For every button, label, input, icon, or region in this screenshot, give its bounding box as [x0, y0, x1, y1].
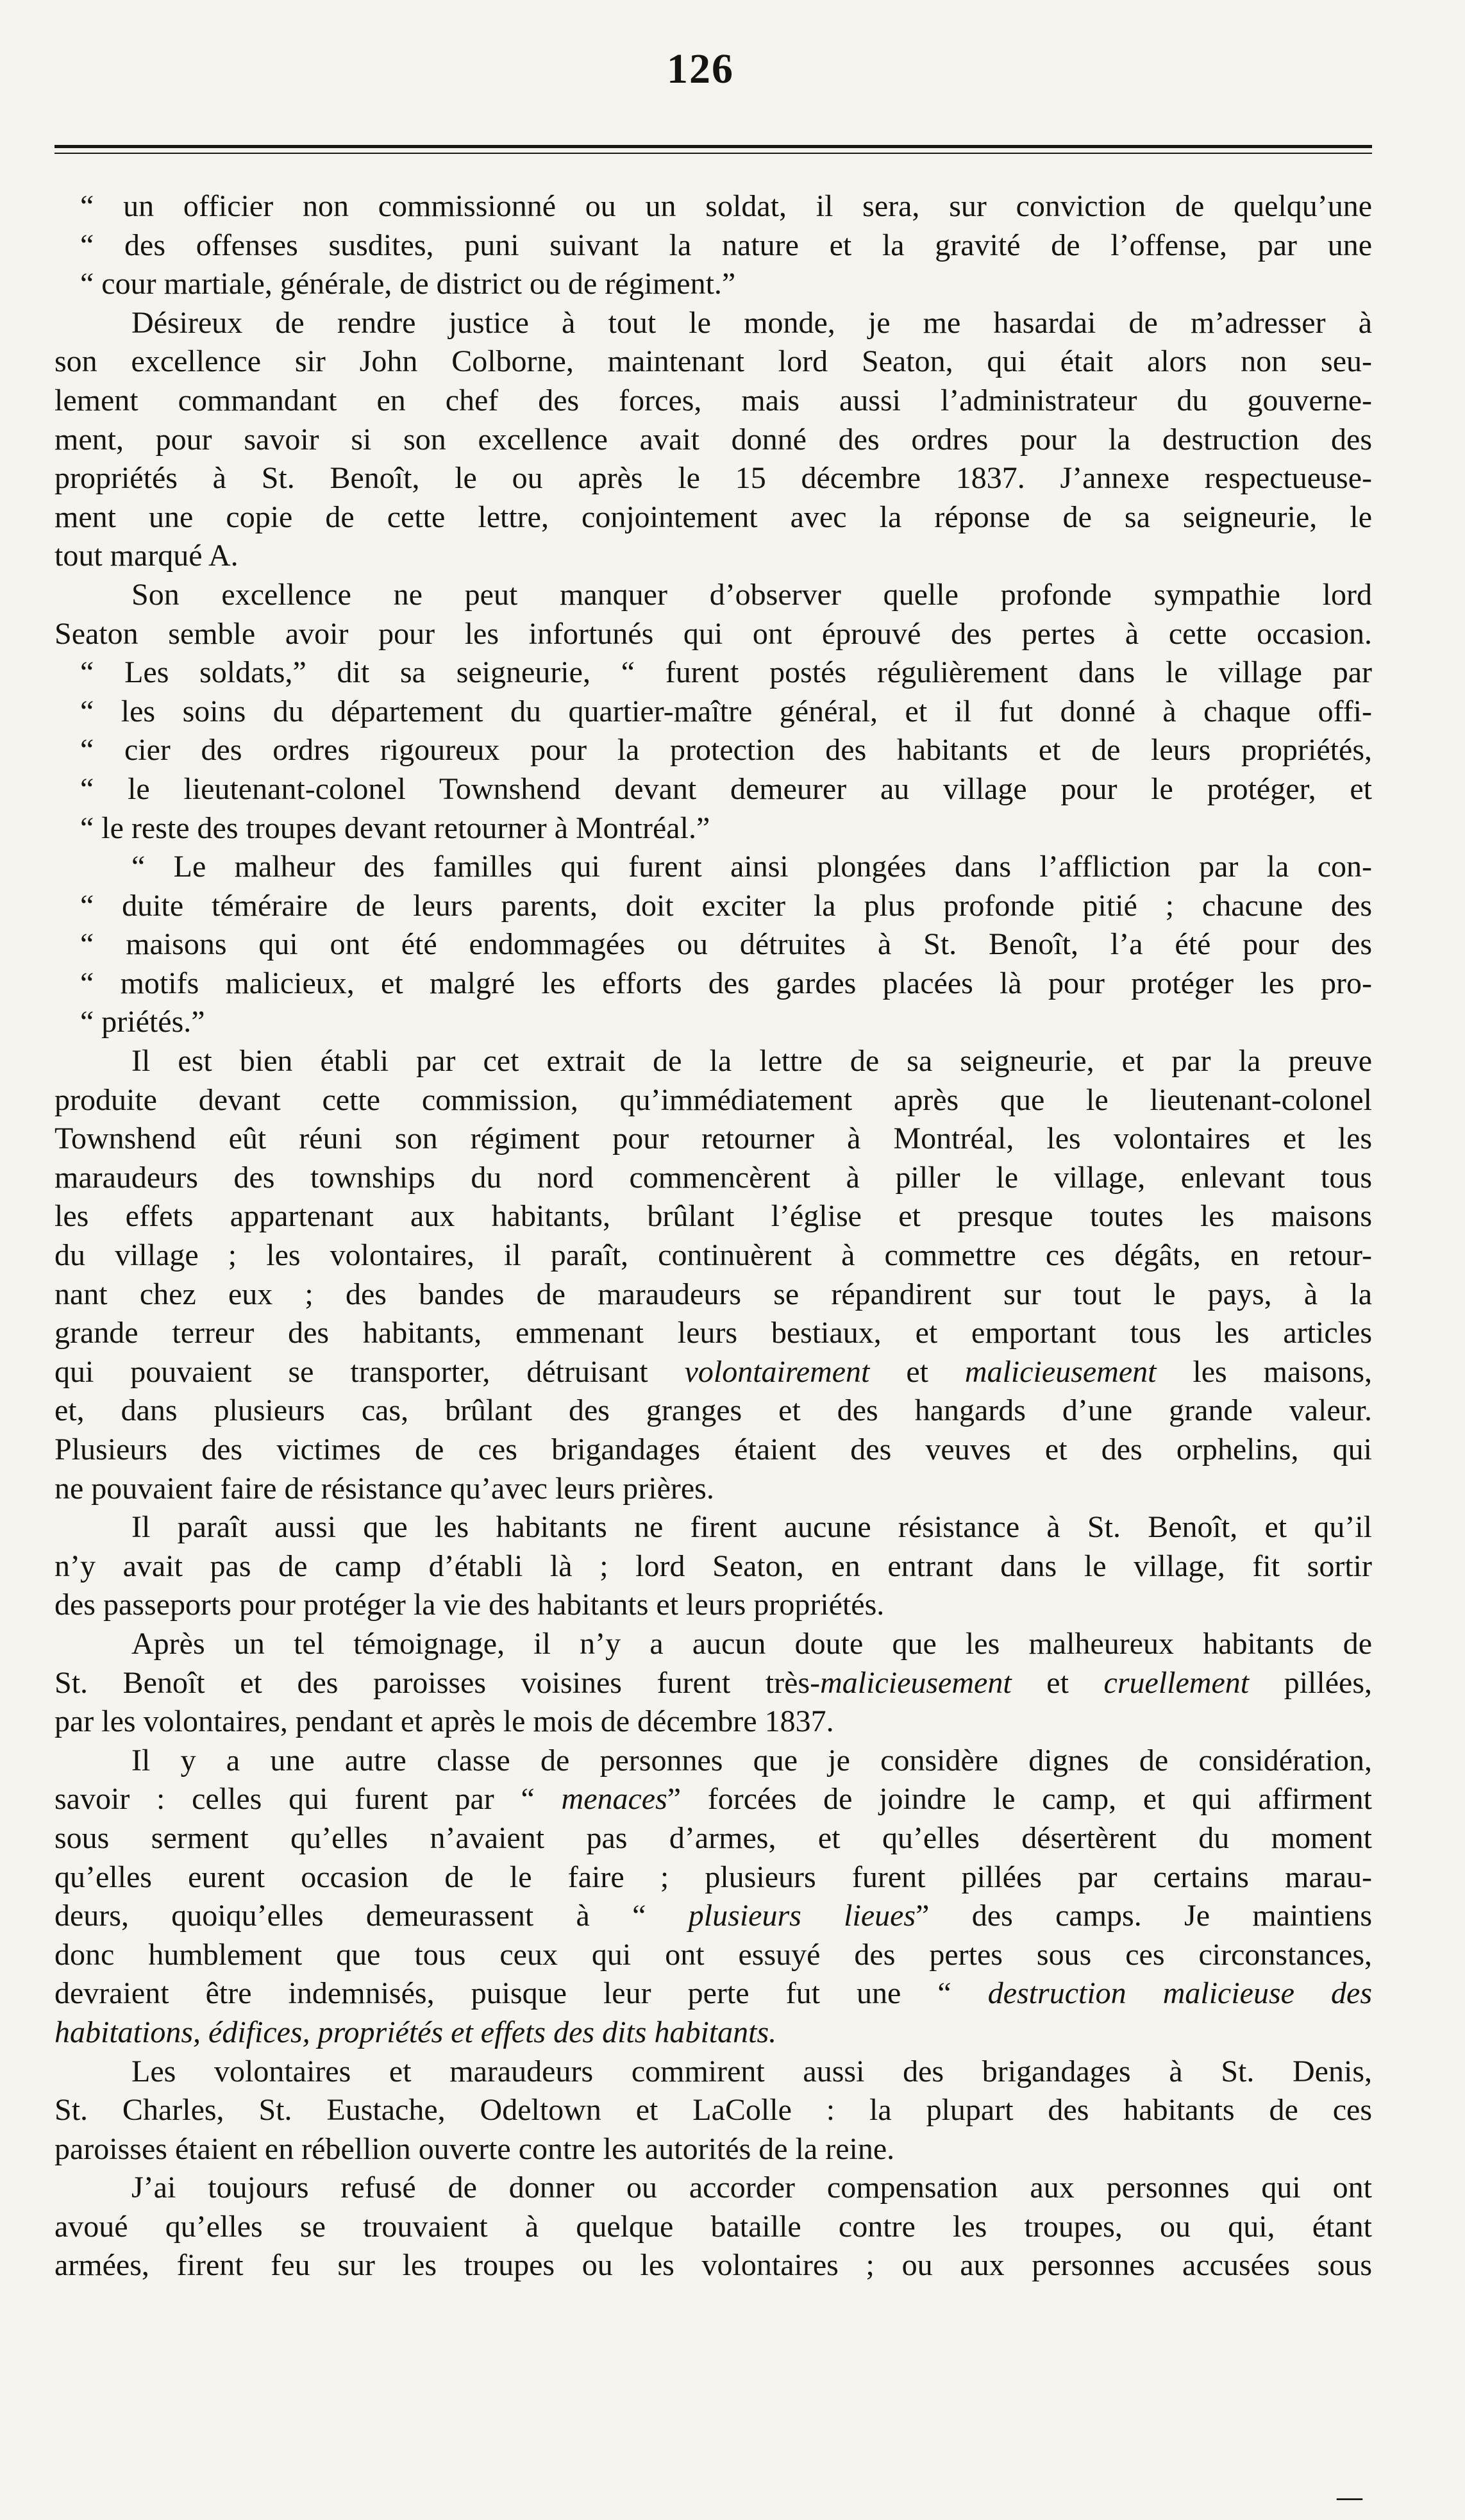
text-line: Seaton semble avoir pour les infortunés qui ont éprouvé des pertes à cette occasion. [54, 616, 1372, 651]
text-line: “ priétés.” [80, 1005, 205, 1039]
text-line: deurs, quoiqu’elles demeurassent à “ plusieurs lieues” des camps. Je maintiens [54, 1899, 1373, 1933]
text-line: savoir : celles qui furent par “ menaces” forcées de joindre le camp, et qui affirment [54, 1782, 1372, 1817]
text-line: “ un officier non commissionné ou un soldat, il sera, sur conviction de quelqu’une [80, 189, 1372, 223]
text-line: “ Le malheur des familles qui furent ainsi plongées dans l’affliction par la con- [131, 850, 1372, 884]
text-line: “ Les soldats,” dit sa seigneurie, “ furent postés régulièrement dans le village par [80, 655, 1372, 690]
text-line: “ maisons qui ont été endommagées ou détruites à St. Benoît, l’a été pour des [80, 927, 1372, 962]
text-line: donc humblement que tous ceux qui ont essuyé des pertes sous ces circonstances, [54, 1937, 1372, 1972]
text-line: armées, firent feu sur les troupes ou les volontaires ; ou aux personnes accusées sous [54, 2248, 1372, 2283]
text-line: “ motifs malicieux, et malgré les efforts des gardes placées là pour protéger les pro- [80, 966, 1372, 1000]
text-line: son excellence sir John Colborne, maintenant lord Seaton, qui était alors non seu- [54, 344, 1372, 379]
text-line: qui pouvaient se transporter, détruisant volontairement et malicieusement les maisons, [54, 1354, 1373, 1389]
text-line: avoué qu’elles se trouvaient à quelque bataille contre les troupes, ou qui, étant [54, 2209, 1372, 2244]
page-number: 126 [667, 46, 734, 92]
text-line: du village ; les volontaires, il paraît, continuèrent à commettre ces dégâts, en retour- [54, 1238, 1372, 1273]
text-line: St. Charles, St. Eustache, Odeltown et LaColle : la plupart des habitants de ces [54, 2093, 1372, 2128]
text-line: Il paraît aussi que les habitants ne firent aucune résistance à St. Benoît, et qu’il [131, 1510, 1372, 1545]
text-line: ne pouvaient faire de résistance qu’avec leurs prières. [54, 1471, 714, 1506]
text-line: “ le reste des troupes devant retourner à Montréal.” [80, 811, 710, 845]
text-line: propriétés à St. Benoît, le ou après le 15 décembre 1837. J’annexe respectueuse- [54, 461, 1372, 496]
text-line: ment une copie de cette lettre, conjointement avec la réponse de sa seigneurie, le [54, 500, 1372, 534]
text-line: Après un tel témoignage, il n’y a aucun doute que les malheureux habitants de [131, 1626, 1372, 1661]
text-line: Il y a une autre classe de personnes que je considère dignes de considération, [131, 1743, 1372, 1777]
text-line: sous serment qu’elles n’avaient pas d’armes, et qu’elles désertèrent du moment [54, 1820, 1372, 1855]
text-line: J’ai toujours refusé de donner ou accorder compensation aux personnes qui ont [131, 2171, 1372, 2205]
text-line: ment, pour savoir si son excellence avait donné des ordres pour la destruction des [54, 422, 1372, 457]
text-line: Les volontaires et maraudeurs commirent aussi des brigandages à St. Denis, [131, 2054, 1372, 2088]
text-line: Il est bien établi par cet extrait de la lettre de sa seigneurie, et par la preuve [131, 1044, 1372, 1079]
text-line: St. Benoît et des paroisses voisines furent très-malicieusement et cruellement pillées, [54, 1665, 1373, 1700]
text-line: Townshend eût réuni son régiment pour retourner à Montréal, les volontaires et les [54, 1121, 1372, 1156]
header-rule-thin [54, 153, 1372, 154]
text-line: et, dans plusieurs cas, brûlant des granges et des hangards d’une grande valeur. [54, 1393, 1372, 1428]
text-line: habitations, édifices, propriétés et effets des dits habitants. [54, 2015, 777, 2049]
text-line: Désireux de rendre justice à tout le monde, je me hasardai de m’adresser à [131, 305, 1372, 340]
text-line: grande terreur des habitants, emmenant leurs bestiaux, et emportant tous les articles [54, 1316, 1372, 1350]
text-line: “ duite téméraire de leurs parents, doit exciter la plus profonde pitié ; chacune des [80, 888, 1372, 923]
text-line: produite devant cette commission, qu’immédiatement après que le lieutenant-colonel [54, 1082, 1372, 1117]
end-mark: — [1337, 2482, 1362, 2511]
text-line: “ les soins du département du quartier-maître général, et il fut donné à chaque offi- [80, 694, 1372, 728]
text-line: nant chez eux ; des bandes de maraudeurs se répandirent sur tout le pays, à la [54, 1277, 1372, 1311]
text-line: devraient être indemnisés, puisque leur perte fut une “ destruction malicieuse des [54, 1976, 1373, 2011]
text-line: des passeports pour protéger la vie des habitants et leurs propriétés. [54, 1588, 885, 1622]
text-line: “ le lieutenant-colonel Townshend devant demeurer au village pour le protéger, et [80, 771, 1372, 806]
text-line: “ des offenses susdites, puni suivant la nature et la gravité de l’offense, par une [80, 228, 1372, 262]
text-line: les effets appartenant aux habitants, brûlant l’église et presque toutes les maisons [54, 1199, 1372, 1234]
text-line: Plusieurs des victimes de ces brigandages étaient des veuves et des orphelins, qui [54, 1432, 1372, 1466]
text-line: “ cour martiale, générale, de district ou de régiment.” [80, 267, 736, 301]
text-line: qu’elles eurent occasion de le faire ; plusieurs furent pillées par certains marau- [54, 1860, 1372, 1894]
text-line: lement commandant en chef des forces, mais aussi l’administrateur du gouverne- [54, 383, 1372, 417]
text-line: “ cier des ordres rigoureux pour la protection des habitants et de leurs propriétés, [80, 733, 1372, 768]
text-line: maraudeurs des townships du nord commencèrent à piller le village, enlevant tous [54, 1160, 1372, 1195]
text-line: paroisses étaient en rébellion ouverte contre les autorités de la reine. [54, 2131, 895, 2166]
text-line: n’y avait pas de camp d’établi là ; lord Seaton, en entrant dans le village, fit sortir [54, 1549, 1372, 1583]
text-line: Son excellence ne peut manquer d’observer quelle profonde sympathie lord [131, 577, 1372, 612]
text-line: par les volontaires, pendant et après le mois de décembre 1837. [54, 1704, 834, 1739]
body-text [54, 187, 1372, 2285]
text-line: tout marqué A. [54, 539, 239, 573]
header-rule-thick [54, 145, 1372, 148]
